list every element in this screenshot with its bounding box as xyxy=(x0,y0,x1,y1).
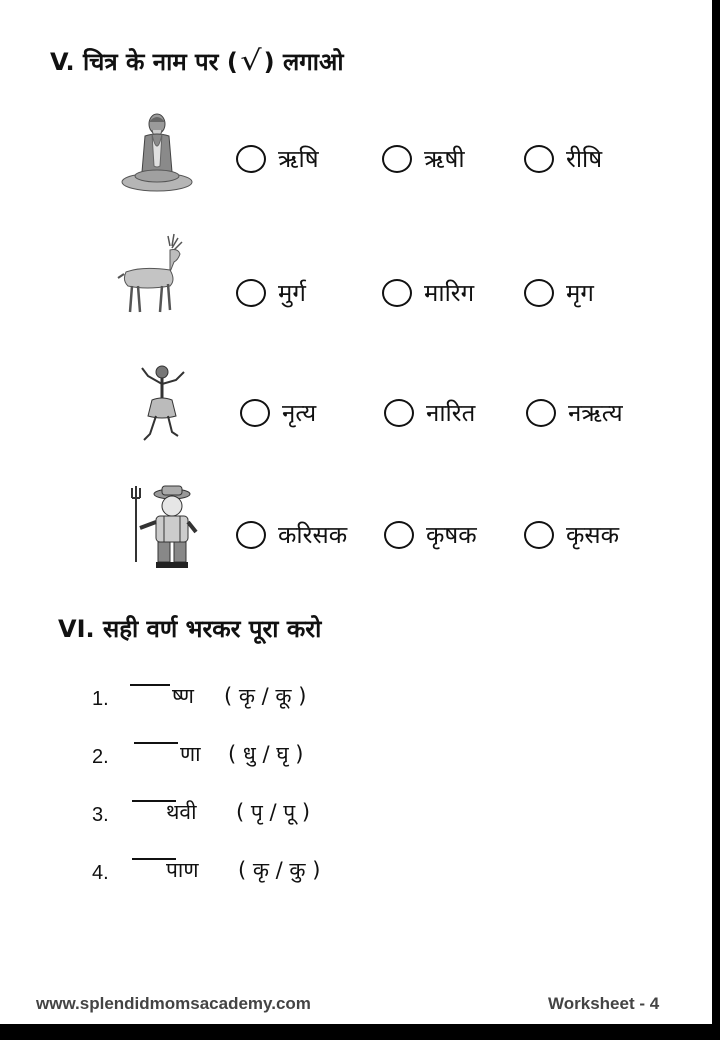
item-number: 4. xyxy=(92,862,109,884)
question-row-4 xyxy=(0,482,712,572)
option-3-2 xyxy=(384,396,475,429)
option-radio[interactable] xyxy=(384,521,414,549)
option-1-1 xyxy=(236,142,319,175)
word-remainder: पाण xyxy=(166,858,199,882)
option-4-1 xyxy=(236,518,347,551)
option-label: मुर्ग xyxy=(278,279,306,307)
option-radio[interactable] xyxy=(384,399,414,427)
option-label: करिसक xyxy=(278,521,348,549)
letter-choices: ( पृ / पू ) xyxy=(236,800,311,824)
question-row-3 xyxy=(0,360,712,450)
option-3-1 xyxy=(240,396,316,429)
farmer-image xyxy=(124,482,214,572)
option-3-3 xyxy=(526,396,623,429)
option-radio[interactable] xyxy=(236,279,266,307)
option-radio[interactable] xyxy=(382,279,412,307)
question-row-1 xyxy=(0,110,712,200)
option-label: ऋषि xyxy=(278,145,319,173)
section-6-title: VI. सही वर्ण भरकर पूरा करो xyxy=(58,615,322,643)
fill-item-1 xyxy=(92,680,492,720)
option-radio[interactable] xyxy=(524,279,554,307)
option-label: मारिग xyxy=(424,279,475,307)
option-label: नऋत्य xyxy=(568,399,623,427)
option-label: रीषि xyxy=(566,145,603,173)
item-number: 3. xyxy=(92,804,109,826)
option-label: नृत्य xyxy=(282,399,317,427)
deer-image xyxy=(112,232,202,322)
section-5-title-prefix: V. चित्र के नाम पर ( xyxy=(50,48,238,76)
option-label: कृषक xyxy=(426,521,477,549)
option-label: कृसक xyxy=(566,521,620,549)
fill-item-3 xyxy=(92,796,492,836)
answer-blank[interactable] xyxy=(134,742,178,744)
option-radio[interactable] xyxy=(524,521,554,549)
dancer-image xyxy=(118,360,208,450)
option-radio[interactable] xyxy=(526,399,556,427)
word-remainder: थवी xyxy=(166,800,197,824)
option-radio[interactable] xyxy=(236,145,266,173)
fill-item-4 xyxy=(92,854,492,894)
footer-website: www.splendidmomsacademy.com xyxy=(36,994,311,1013)
word-remainder: ष्ण xyxy=(172,684,194,708)
option-4-2 xyxy=(384,518,477,551)
option-1-3 xyxy=(524,142,602,175)
option-radio[interactable] xyxy=(240,399,270,427)
section-5-title-suffix: ) लगाओ xyxy=(263,48,344,76)
letter-choices: ( धु / घृ ) xyxy=(228,742,304,766)
answer-blank[interactable] xyxy=(130,684,170,686)
word-remainder: णा xyxy=(180,742,201,766)
letter-choices: ( कृ / कु ) xyxy=(238,858,321,882)
option-label: मृग xyxy=(566,279,594,307)
item-number: 2. xyxy=(92,746,109,768)
option-2-1 xyxy=(236,276,306,309)
option-2-2 xyxy=(382,276,474,309)
section-5-title xyxy=(50,44,344,78)
sage-meditating-image xyxy=(112,110,202,200)
option-radio[interactable] xyxy=(382,145,412,173)
option-radio[interactable] xyxy=(524,145,554,173)
option-1-2 xyxy=(382,142,465,175)
footer-worksheet-number: Worksheet - 4 xyxy=(548,994,660,1013)
question-row-2 xyxy=(0,232,712,322)
option-label: ऋषी xyxy=(424,145,465,173)
option-2-3 xyxy=(524,276,594,309)
option-label: नारित xyxy=(426,399,476,427)
option-radio[interactable] xyxy=(236,521,266,549)
tick-mark: √ xyxy=(240,44,262,77)
fill-item-2 xyxy=(92,738,492,778)
item-number: 1. xyxy=(92,688,109,710)
letter-choices: ( कृ / कू ) xyxy=(224,684,307,708)
option-4-3 xyxy=(524,518,619,551)
